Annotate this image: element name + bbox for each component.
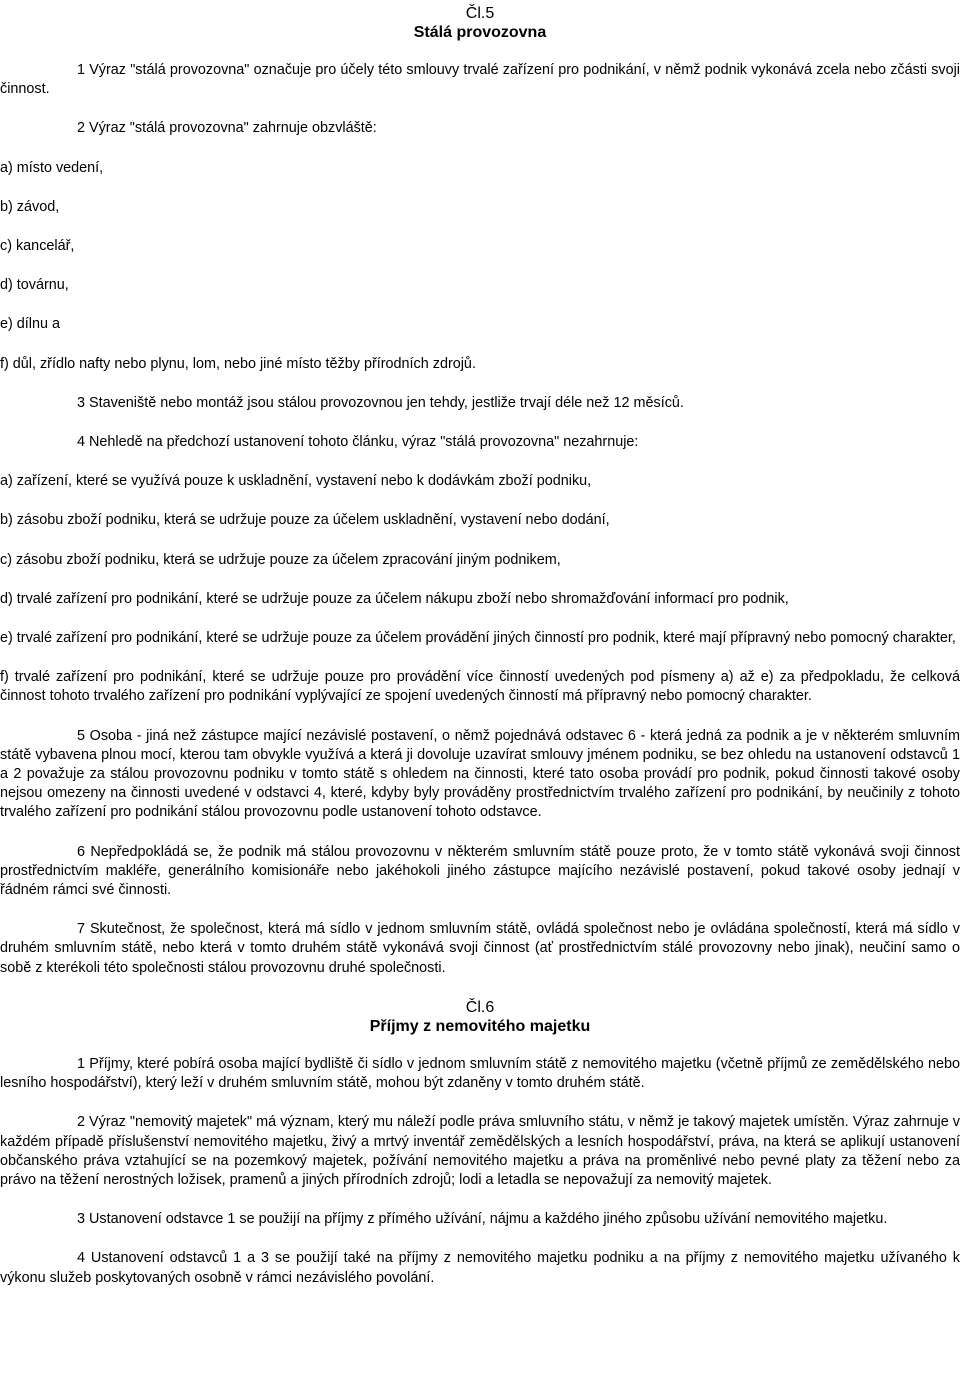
art6-paragraph-1: 1 Příjmy, které pobírá osoba mající bydliště či sídlo v jednom smluvním státě z nemovitého majetku (včetně příjmů ze zemědělského nebo lesního hospodářství), který leží v druhém smluvním státě, mohou být zdaněny v tomto druhém státě. — [0, 1055, 960, 1092]
art5-p4-item-e: e) trvalé zařízení pro podnikání, které se udržuje pouze za účelem provádění jiných činností pro podnik, které mají přípravný nebo pomocný charakter, — [0, 630, 956, 647]
art5-paragraph-4: 4 Nehledě na předchozí ustanovení tohoto článku, výraz "stálá provozovna" nezahrnuje: — [77, 434, 639, 451]
art6-paragraph-4: 4 Ustanovení odstavců 1 a 3 se použijí také na příjmy z nemovitého majetku podniku a na příjmy z nemovitého majetku užívaného k výkonu služeb poskytovaných osobně v rámci nezávislého povolání. — [0, 1250, 960, 1286]
art5-p2-item-d: d) továrnu, — [0, 277, 69, 294]
art5-p2-item-e: e) dílnu a — [0, 316, 61, 333]
art5-p4-item-d: d) trvalé zařízení pro podnikání, které se udržuje pouze za účelem nákupu zboží nebo shromažďování informací pro podnik, — [0, 590, 789, 607]
art5-paragraph-3: 3 Staveniště nebo montáž jsou stálou provozovnou jen tehdy, jestliže trvají déle než 12 měsíců. — [77, 394, 684, 411]
art5-paragraph-7: 7 Skutečnost, že společnost, která má sídlo v jednom smluvním státě, ovládá společnost nebo je ovládána společností, která má sídlo v druhém smluvním státě, nebo která v tomto druhém státě vykonává svoji činnost (ať prostřednictvím stálé provozovny nebo jinak), neučiní samo o sobě z kterékoli této společnosti stálou provozovnu druhé společnosti. — [0, 921, 960, 976]
art6-paragraph-3: 3 Ustanovení odstavce 1 se použijí na příjmy z přímého užívání, nájmu a každého jiného způsobu užívání nemovitého majetku. — [77, 1211, 888, 1228]
article-6-title: Příjmy z nemovitého majetku — [369, 1017, 591, 1035]
article-6-number: Čl.6 — [465, 998, 495, 1016]
art6-paragraph-2: 2 Výraz "nemovitý majetek" má význam, který mu náleží podle práva smluvního státu, v němž je takový majetek umístěn. Výraz zahrnuje v každém případě příslušenství nemovitého majetku, živý a mrtvý inventář zemědělských a lesních hospodářství, práva, na která se aplikují ustanovení občanského práva vztahující se na pozemkový majetek, požívání nemovitého majetku a práva na proměnlivé nebo pevné platy za těžení nebo za právo na těžení nerostných ložisek, pramenů a jiných přírodních zdrojů; lodi a letadla se nepovažují za nemovitý majetek. — [0, 1114, 960, 1188]
art5-p2-item-a: a) místo vedení, — [0, 159, 104, 176]
art5-p2-item-b: b) závod, — [0, 198, 60, 215]
art5-p2-item-f: f) důl, zřídlo nafty nebo plynu, lom, nebo jiné místo těžby přírodních zdrojů. — [0, 355, 476, 372]
article-5-number: Čl.5 — [465, 5, 495, 22]
art5-p4-item-b: b) zásobu zboží podniku, která se udržuje pouze za účelem uskladnění, vystavení nebo dodání, — [0, 512, 610, 529]
article-5-title: Stálá provozovna — [413, 24, 547, 41]
art5-paragraph-2: 2 Výraz "stálá provozovna" zahrnuje obzvláště: — [77, 120, 377, 137]
art5-p4-item-f: f) trvalé zařízení pro podnikání, které se udržuje pouze pro provádění více činností uvedených pod písmeny a) až e) za předpokladu, že celková činnost tohoto trvalého zařízení pro podnikání vyplývající ze spojení uvedených činností má přípravný nebo pomocný charakter. — [0, 669, 960, 705]
art5-paragraph-1: 1 Výraz "stálá provozovna" označuje pro účely této smlouvy trvalé zařízení pro podnikání, v němž podnik vykonává zcela nebo zčásti svoji činnost. — [0, 62, 960, 98]
art5-paragraph-5: 5 Osoba - jiná než zástupce mající nezávislé postavení, o němž pojednává odstavec 6 - která jedná za podnik a je v některém smluvním státě vybavena plnou mocí, kterou tam obvykle využívá a která ji dovoluje uzavírat smlouvy jménem podniku, se bez ohledu na ustanovení odstavců 1 a 2 považuje za stálou provozovnu podniku v tomto státě s ohledem na činnosti, které tato osoba provádí pro podnik, pokud činnosti takové osoby nejsou omezeny na činnosti uvedené v odstavci 4, které, kdyby byly prováděny prostřednictvím trvalého zařízení pro podnikání, by neučinily z tohoto trvalého zařízení pro podnikání stálou provozovnu podle ustanovení tohoto odstavce. — [0, 727, 960, 821]
art5-p2-item-c: c) kancelář, — [0, 238, 75, 255]
art5-p4-item-c: c) zásobu zboží podniku, která se udržuje pouze za účelem zpracování jiným podnikem, — [0, 551, 561, 568]
art5-paragraph-6: 6 Nepředpokládá se, že podnik má stálou provozovnu v některém smluvním státě pouze proto, že v tomto státě vykonává svoji činnost prostřednictvím makléře, generálního komisionáře nebo jakéhokoli jiného zástupce majícího nezávislé postavení, pokud takové osoby jednají v řádném rámci své činnosti. — [0, 843, 960, 899]
art5-p4-item-a: a) zařízení, které se využívá pouze k uskladnění, vystavení nebo k dodávkám zboží podniku, — [0, 473, 592, 490]
